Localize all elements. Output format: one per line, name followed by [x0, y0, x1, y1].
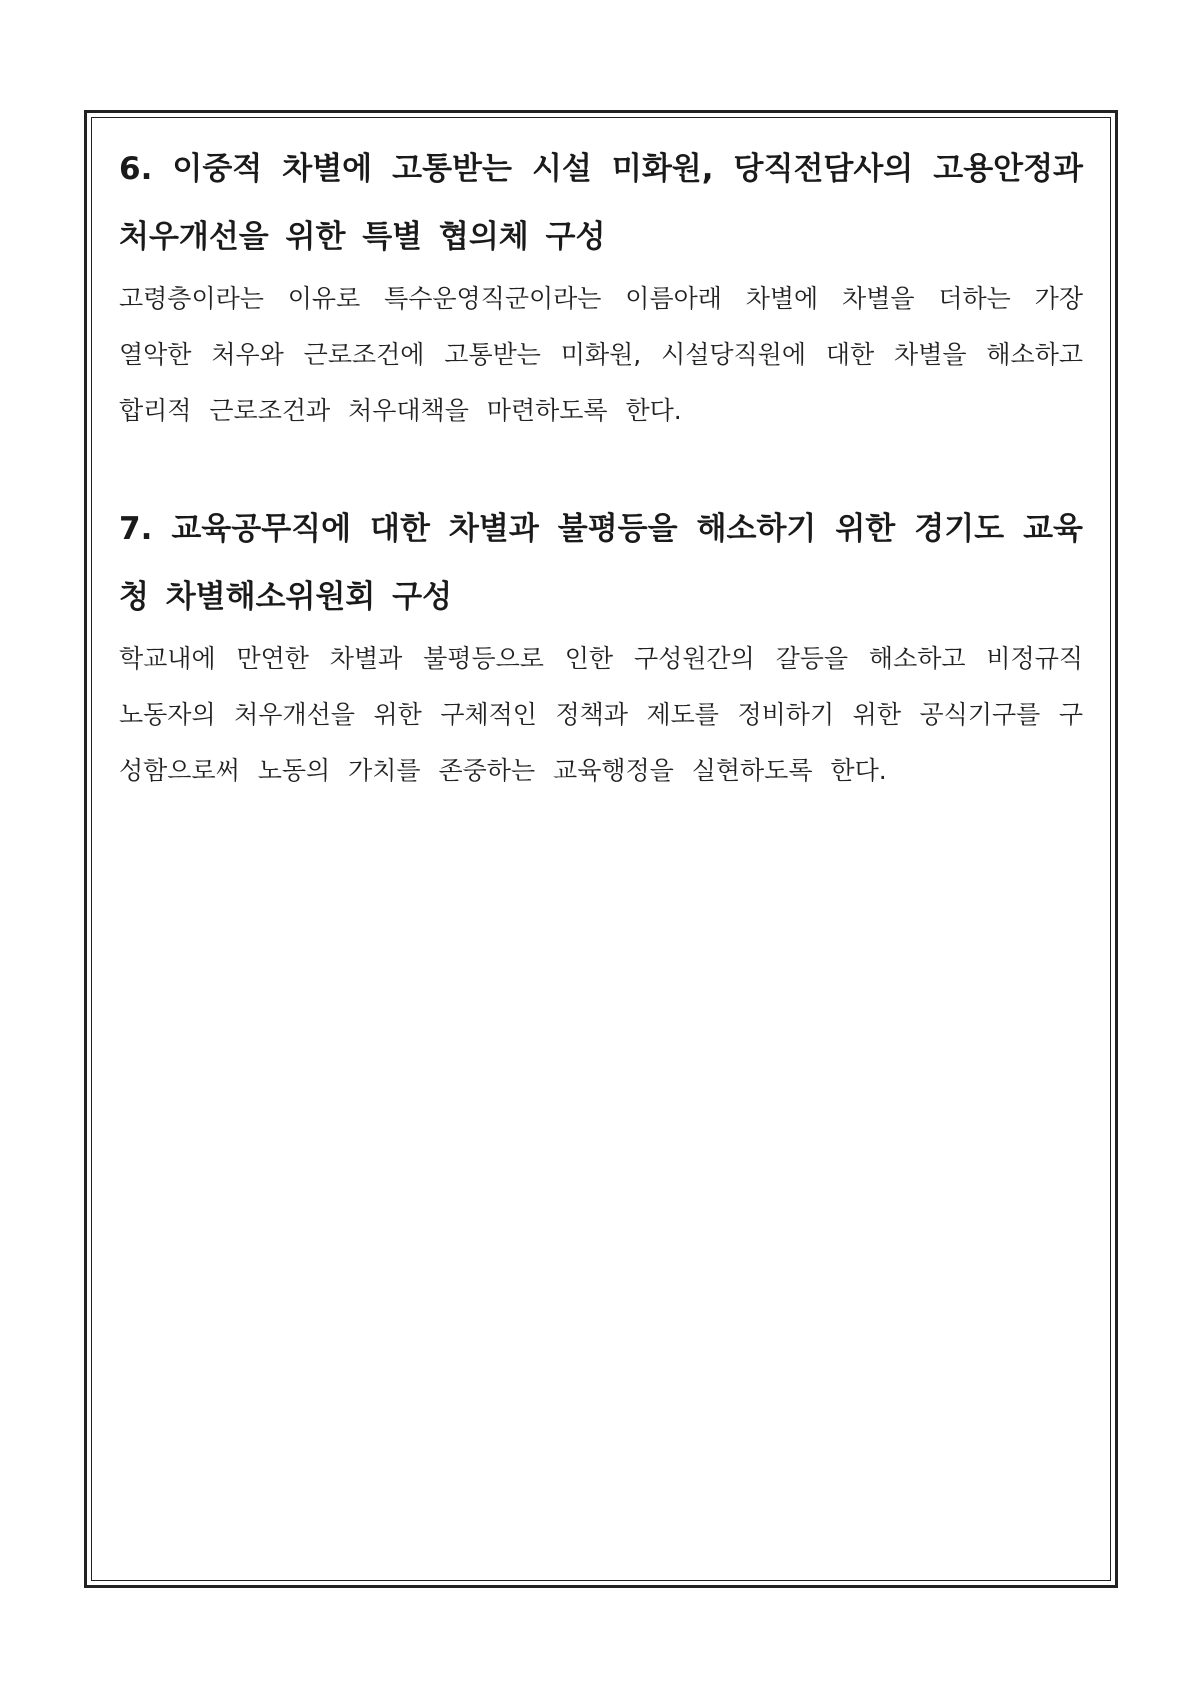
section-heading: 7. 교육공무직에 대한 차별과 불평등을 해소하기 위한 경기도 교육청 차별해소위원회 구성	[119, 511, 1083, 615]
section-7	[119, 495, 1083, 799]
document-content	[119, 135, 1083, 799]
section-6	[119, 135, 1083, 439]
section-body: 고령층이라는 이유로 특수운영직군이라는 이름아래 차별에 차별을 더하는 가장 열악한 처우와 근로조건에 고통받는 미화원, 시설당직원에 대한 차별을 해소하고 합리적 근로조건과 처우대책을 마련하도록 한다.	[119, 284, 1083, 425]
document-frame	[84, 110, 1118, 1588]
section-body: 학교내에 만연한 차별과 불평등으로 인한 구성원간의 갈등을 해소하고 비정규직 노동자의 처우개선을 위한 구체적인 정책과 제도를 정비하기 위한 공식기구를 구성함으로써 노동의 가치를 존중하는 교육행정을 실현하도록 한다.	[119, 644, 1083, 785]
section-heading: 6. 이중적 차별에 고통받는 시설 미화원, 당직전담사의 고용안정과 처우개선을 위한 특별 협의체 구성	[119, 151, 1083, 255]
